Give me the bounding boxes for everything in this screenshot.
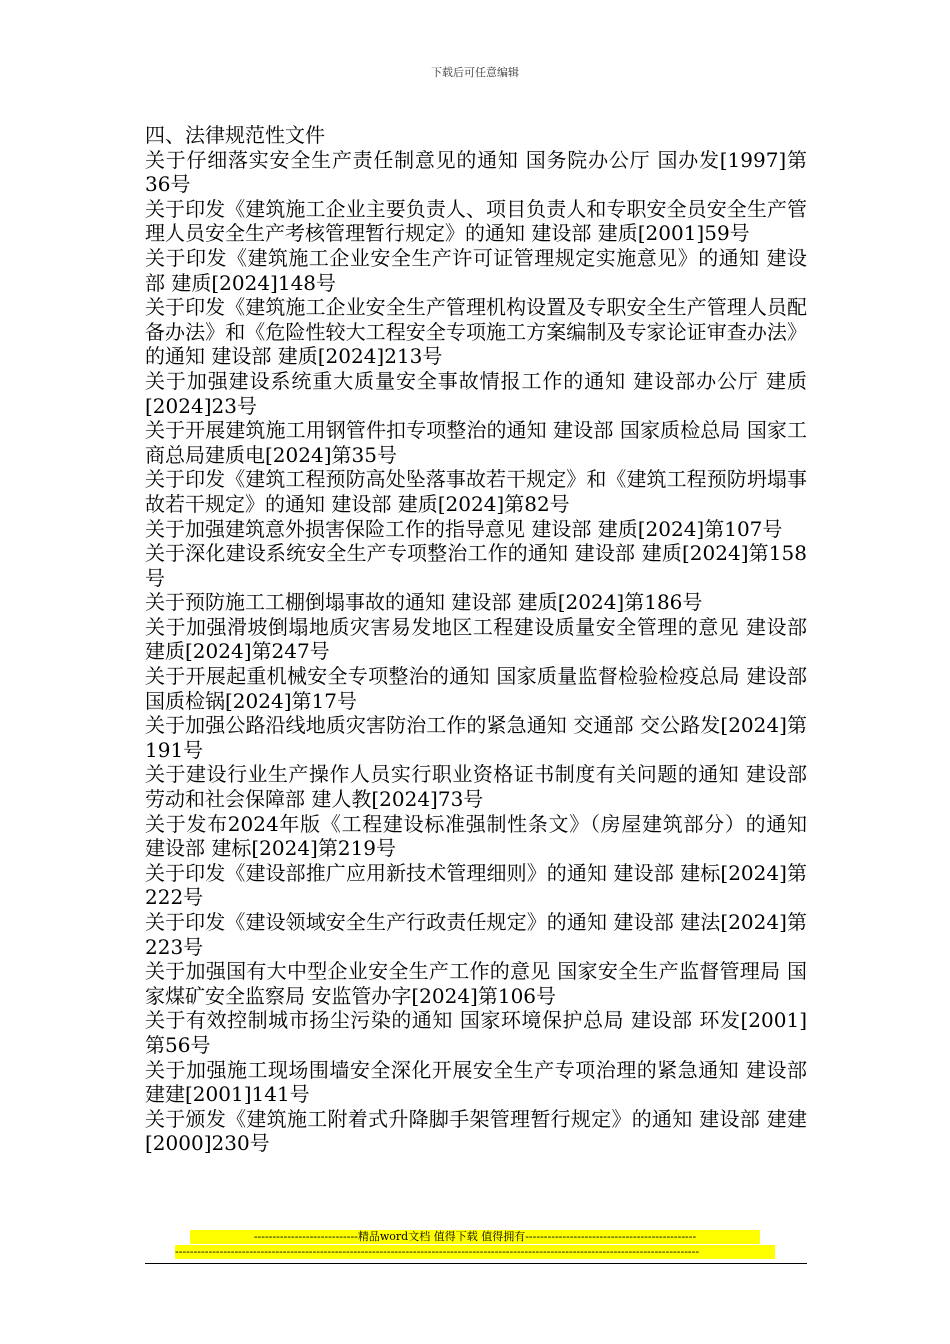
list-item: 关于发布2024年版《工程建设标准强制性条文》（房屋建筑部分）的通知 建设部 建标[2024]第219号 bbox=[145, 811, 807, 861]
list-item: 关于印发《建设领域安全生产行政责任规定》的通知 建设部 建法[2024]第223号 bbox=[145, 910, 807, 959]
list-item: 关于加强滑坡倒塌地质灾害易发地区工程建设质量安全管理的意见 建设部 建质[2024]第247号 bbox=[145, 614, 807, 664]
page-header: 下载后可任意编辑 bbox=[431, 66, 519, 79]
footer-banner: ----------------------------精品word文档 值得下载 值得拥有---------------------------------------------- bbox=[190, 1230, 760, 1244]
document-body bbox=[145, 123, 807, 1156]
list-item: 关于颁发《建筑施工附着式升降脚手架管理暂行规定》的通知 建设部 建建[2000]230号 bbox=[145, 1106, 807, 1156]
list-item: 关于加强施工现场围墙安全深化开展安全生产专项治理的紧急通知 建设部 建建[2001]141号 bbox=[145, 1057, 807, 1107]
list-item: 关于加强建筑意外损害保险工作的指导意见 建设部 建质[2024]第107号 bbox=[145, 516, 783, 541]
footer-dashes: --------------------------------------------------------------------------------------------------------------------------------------------- bbox=[175, 1245, 775, 1259]
list-item: 关于印发《建筑施工企业主要负责人、项目负责人和专职安全员安全生产管理人员安全生产考核管理暂行规定》的通知 建设部 建质[2001]59号 bbox=[145, 196, 807, 246]
list-item: 关于印发《建筑施工企业安全生产管理机构设置及专职安全生产管理人员配备办法》和《危险性较大工程安全专项施工方案编制及专家论证审查办法》的通知 建设部 建质[2024]213号 bbox=[145, 295, 807, 369]
list-item: 关于印发《建筑施工企业安全生产许可证管理规定实施意见》的通知 建设部 建质[2024]148号 bbox=[145, 245, 807, 295]
list-item: 关于建设行业生产操作人员实行职业资格证书制度有关问题的通知 建设部 劳动和社会保障部 建人教[2024]73号 bbox=[145, 762, 807, 812]
list-item: 关于仔细落实安全生产责任制意见的通知 国务院办公厅 国办发[1997]第36号 bbox=[145, 147, 807, 197]
list-item: 关于加强建设系统重大质量安全事故情报工作的通知 建设部办公厅 建质[2024]23号 bbox=[145, 368, 807, 418]
list-item: 关于开展建筑施工用钢管件扣专项整治的通知 建设部 国家质检总局 国家工商总局建质电[2024]第35号 bbox=[145, 418, 807, 467]
list-item: 关于深化建设系统安全生产专项整治工作的通知 建设部 建质[2024]第158号 bbox=[145, 541, 807, 590]
section-title: 四、法律规范性文件 bbox=[145, 123, 325, 147]
list-item: 关于预防施工工棚倒塌事故的通知 建设部 建质[2024]第186号 bbox=[145, 590, 703, 615]
footer-divider bbox=[145, 1263, 807, 1264]
list-item: 关于加强公路沿线地质灾害防治工作的紧急通知 交通部 交公路发[2024]第191号 bbox=[145, 713, 807, 762]
list-item: 关于开展起重机械安全专项整治的通知 国家质量监督检验检疫总局 建设部 国质检锅[2024]第17号 bbox=[145, 664, 807, 713]
list-item: 关于加强国有大中型企业安全生产工作的意见 国家安全生产监督管理局 国家煤矿安全监察局 安监管办字[2024]第106号 bbox=[145, 959, 807, 1008]
list-item: 关于印发《建设部推广应用新技术管理细则》的通知 建设部 建标[2024]第222号 bbox=[145, 860, 807, 910]
list-item: 关于有效控制城市扬尘污染的通知 国家环境保护总局 建设部 环发[2001]第56号 bbox=[145, 1008, 807, 1057]
list-item: 关于印发《建筑工程预防高处坠落事故若干规定》和《建筑工程预防坍塌事故若干规定》的通知 建设部 建质[2024]第82号 bbox=[145, 467, 807, 516]
